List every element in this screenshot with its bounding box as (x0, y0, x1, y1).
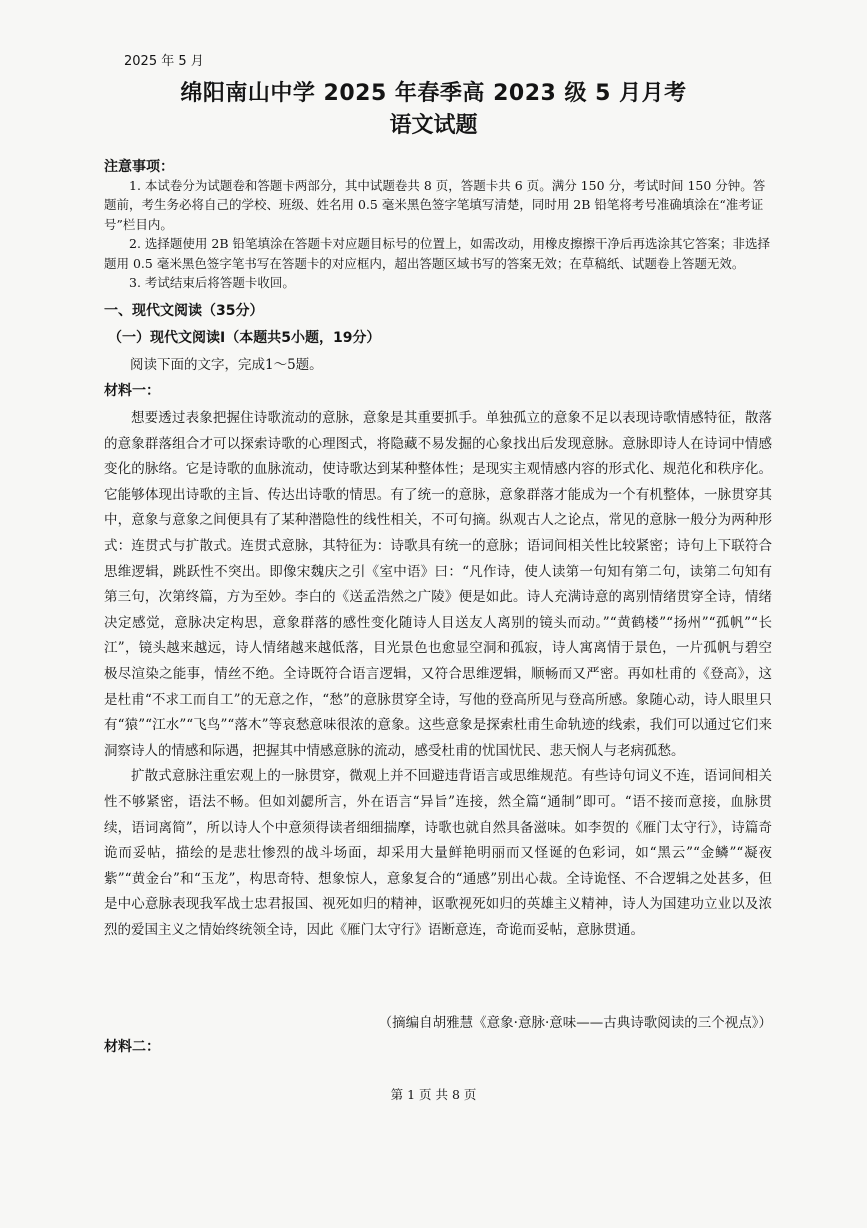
material-one-paragraph-1: 想要透过表象把握住诗歌流动的意脉，意象是其重要抓手。单独孤立的意象不足以表现诗歌情感特征，散落的意象群落组合才可以探索诗歌的心理图式，将隐藏不易发掘的心象找出后发现意脉。意脉即诗人在诗词中情感变化的脉络。它是诗歌的血脉流动，使诗歌达到某种整体性；是现实主观情感内容的形式化、规范化和秩序化。它能够体现出诗歌的主旨、传达出诗歌的情思。有了统一的意脉，意象群落才能成为一个有机整体，一脉贯穿其中，意象与意象之间便具有了某种潜隐性的线性相关，不可句摘。纵观古人之论点，常见的意脉一般分为两种形式：连贯式与扩散式。连贯式意脉，其特征为：诗歌具有统一的意脉；语词间相关性比较紧密；诗句上下联符合思维逻辑，跳跃性不突出。即像宋魏庆之引《室中语》曰：“凡作诗，使人读第一句知有第二句，读第二句知有第三句，次第终篇，方为至妙。李白的《送孟浩然之广陵》便是如此。诗人充满诗意的离别情绪贯穿全诗，情绪决定感觉，意脉决定构思，意象群落的感性变化随诗人目送友人离别的镜头而动。”“黄鹤楼”“扬州”“孤帆”“长江”，镜头越来越远，诗人情绪越来越低落，目光景色也愈显空洞和孤寂，诗人寓离情于景色，一片孤帆与碧空极尽渲染之能事，情丝不绝。全诗既符合语言逻辑，又符合思维逻辑，顺畅而又严密。再如杜甫的《登高》，这是杜甫“不求工而自工”的无意之作，“愁”的意脉贯穿全诗，写他的登高所见与登高所感。象随心动，诗人眼里只有“猿”“江水”“飞鸟”“落木”等哀愁意味很浓的意象。这些意象是探索杜甫生命轨迹的线索，我们可以通过它们来洞察诗人的情感和际遇，把握其中情感意脉的流动，感受杜甫的忧国忧民、悲天悯人与老病孤愁。 (104, 410, 772, 759)
reading-instruction: 阅读下面的文字，完成1～5题。 (130, 357, 323, 373)
exam-subject-title: 语文试题 (389, 113, 478, 138)
material-one-source: （摘编自胡雅慧《意象·意脉·意味——古典诗歌阅读的三个视点》） (378, 1015, 772, 1031)
exam-title: 绵阳南山中学 2025 年春季高 2023 级 5 月月考 (180, 81, 687, 106)
notice-item-3: 3. 考试结束后将答题卡收回。 (129, 275, 295, 291)
material-one-paragraph-2: 扩散式意脉注重宏观上的一脉贯穿，微观上并不回避违背语言或思维规范。有些诗句词义不连，语词间相关性不够紧密，语法不畅。但如刘勰所言，外在语言“异旨”连接，然全篇“通制”即可。“语不接而意接，血脉贯续，语词离简”，所以诗人个中意须得读者细细揣摩，诗歌也就自然具备滋味。如李贺的《雁门太守行》，诗篇奇诡而妥帖，描绘的是悲壮惨烈的战斗场面，却采用大量鲜艳明丽而又怪诞的色彩词，如“黑云”“金鳞”“凝夜紫”“黄金台”和“玉龙”，构思奇特、想象惊人，意象复合的“通感”别出心裁。全诗诡怪、不合逻辑之处甚多，但是中心意脉表现我军战士忠君报国、视死如归的精神，讴歌视死如归的英雄主义精神，诗人为国建功立业以及浓烈的爱国主义之情始终统领全诗，因此《雁门太守行》语断意连，奇诡而妥帖，意脉贯通。 (104, 768, 772, 938)
notice-list (104, 176, 772, 292)
notice-item-2: 2. 选择题使用 2B 铅笔填涂在答题卡对应题目标号的位置上，如需改动，用橡皮擦擦干净后再选涂其它答案；非选择题用 0.5 毫米黑色签字笔书写在答题卡的对应框内，超出答题区域书写的答案无效；在草稿纸、试题卷上答题无效。 (104, 236, 770, 271)
material-two-label: 材料二： (104, 1039, 160, 1055)
page-number: 第 1 页 共 8 页 (390, 1087, 477, 1102)
material-one-label: 材料一： (104, 383, 160, 399)
material-one-text (104, 406, 772, 943)
exam-date: 2025 年 5 月 (124, 54, 204, 69)
notice-heading: 注意事项： (104, 159, 174, 175)
subsection-heading: （一）现代文阅读Ⅰ（本题共5小题，19分） (108, 330, 381, 346)
notice-item-1: 1. 本试卷分为试题卷和答题卡两部分，其中试题卷共 8 页，答题卡共 6 页。满分 150 分，考试时间 150 分钟。答题前，考生务必将自己的学校、班级、姓名用 0.5 毫米黑色签字笔填写清楚，同时用 2B 铅笔将考号准确填涂在“准考证号”栏目内。 (104, 178, 766, 232)
section-heading: 一、现代文阅读（35分） (104, 303, 264, 319)
